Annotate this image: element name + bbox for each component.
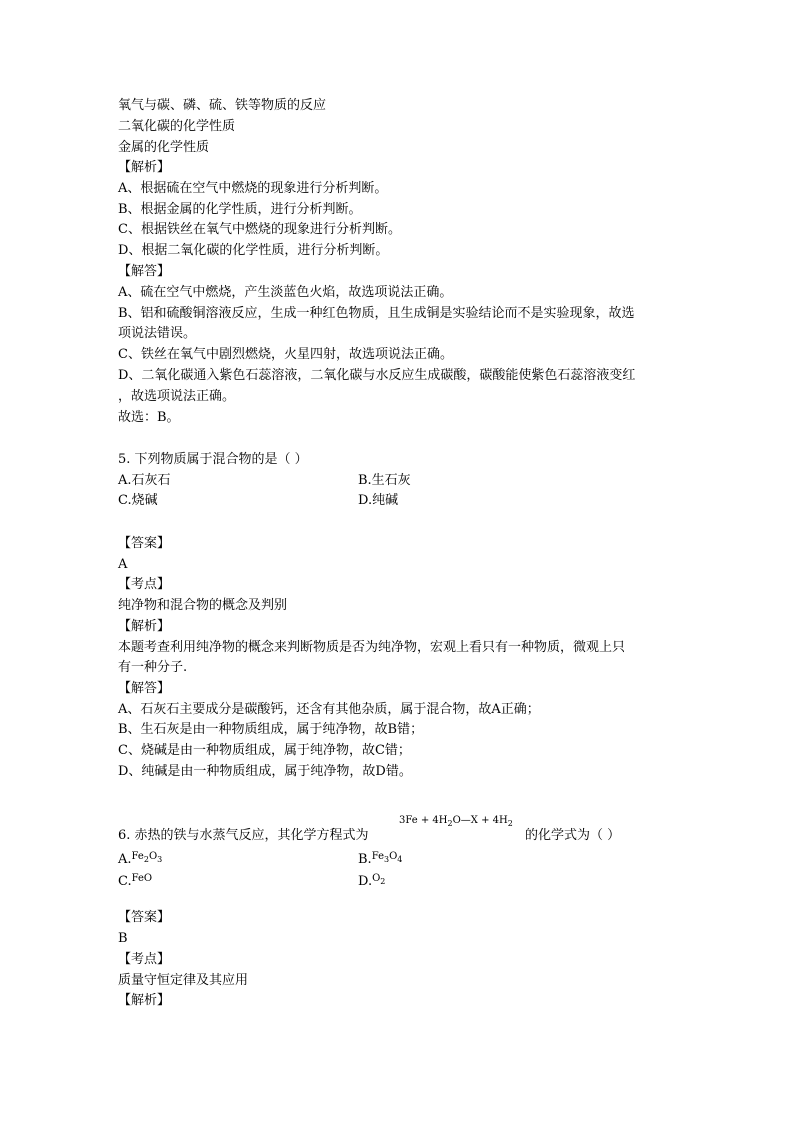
q6-equation-subscript-2: 2 [507, 819, 513, 828]
solution-header: 【解答】 [118, 264, 171, 279]
solution-line-b-cont: 项说法错误。 [118, 326, 197, 341]
analysis-line-b: B、根据金属的化学性质，进行分析判断。 [118, 202, 362, 217]
q6-option-b-formula [372, 851, 403, 862]
q6-option-a-label: A. [118, 852, 132, 867]
q6-equation-subscript-1: 2 [447, 819, 453, 828]
q5-solution-header: 【解答】 [118, 681, 171, 696]
q6-equation-part-2: O—X + 4H [452, 815, 508, 826]
q6-analysis-header: 【解析】 [118, 993, 171, 1008]
q6-point-header: 【考点】 [118, 952, 171, 967]
q5-option-d: D.纯碱 [358, 493, 399, 508]
q5-solution-a: A、石灰石主要成分是碳酸钙，还含有其他杂质，属于混合物，故A正确； [118, 702, 540, 717]
q6-option-a-sub-2: 3 [157, 855, 163, 864]
knowledge-point-3: 金属的化学性质 [118, 140, 210, 155]
q5-option-b: B.生石灰 [358, 473, 411, 488]
q6-option-a-o: O [148, 851, 158, 862]
solution-line-d-cont: ，故选项说法正确。 [118, 389, 236, 404]
q6-option-b-fe: Fe [371, 851, 384, 862]
q6-option-b-sub-1: 3 [384, 855, 390, 864]
knowledge-point-2: 二氧化碳的化学性质 [118, 119, 236, 134]
q6-option-a-formula [132, 851, 163, 862]
q5-option-a: A.石灰石 [118, 473, 171, 488]
q6-option-b [358, 850, 402, 871]
q5-point-header: 【考点】 [118, 577, 171, 592]
q6-option-c-formula: FeO [131, 873, 153, 884]
q5-point: 纯净物和混合物的概念及判别 [118, 598, 288, 613]
q6-equation [399, 815, 513, 826]
solution-line-d: D、二氧化碳通入紫色石蕊溶液，二氧化碳与水反应生成碳酸，碳酸能使紫色石蕊溶液变红 [118, 368, 636, 383]
q6-option-d-sub-1: 2 [380, 877, 386, 886]
solution-line-c: C、铁丝在氧气中剧烈燃烧，火星四射，故选项说法正确。 [118, 347, 453, 362]
q5-solution-d: D、纯碱是由一种物质组成，属于纯净物，故D错。 [118, 764, 412, 779]
q6-equation-part-1: 3Fe + 4H [399, 815, 448, 826]
solution-line-a: A、硫在空气中燃烧，产生淡蓝色火焰，故选项说法正确。 [118, 285, 453, 300]
q6-option-a [118, 850, 162, 871]
analysis-line-d: D、根据二氧化碳的化学性质，进行分析判断。 [118, 243, 389, 258]
q6-option-d [358, 872, 385, 893]
q6-option-d-formula [372, 873, 385, 884]
q6-option-a-fe: Fe [131, 851, 144, 862]
q6-stem-prefix: 6. 赤热的铁与水蒸气反应，其化学方程式为 [118, 828, 369, 843]
q6-stem-suffix: 的化学式为（ ） [525, 828, 621, 843]
q5-answer-header: 【答案】 [118, 536, 171, 551]
analysis-line-c: C、根据铁丝在氧气中燃烧的现象进行分析判断。 [118, 222, 401, 237]
q6-option-b-label: B. [358, 852, 372, 867]
analysis-header: 【解析】 [118, 160, 171, 175]
q6-option-a-sub-1: 2 [143, 855, 149, 864]
q5-option-c: C.烧碱 [118, 493, 158, 508]
q6-point: 质量守恒定律及其应用 [118, 973, 249, 988]
q6-answer: B [118, 931, 128, 946]
q6-option-b-sub-2: 4 [397, 855, 403, 864]
q5-answer: A [118, 557, 128, 572]
solution-line-b: B、铝和硫酸铜溶液反应，生成一种红色物质，且生成铜是实验结论而不是实验现象，故选 [118, 306, 635, 321]
q6-option-b-o: O [389, 851, 398, 862]
q6-option-d-o: O [372, 873, 381, 884]
q6-option-d-label: D. [358, 874, 373, 889]
analysis-line-a: A、根据硫在空气中燃烧的现象进行分析判断。 [118, 181, 388, 196]
q5-solution-b: B、生石灰是由一种物质组成，属于纯净物，故B错； [118, 722, 424, 737]
q5-analysis-header: 【解析】 [118, 619, 171, 634]
q5-solution-c: C、烧碱是由一种物质组成，属于纯净物，故C错； [118, 743, 411, 758]
knowledge-point-1: 氧气与碳、磷、硫、铁等物质的反应 [118, 98, 327, 113]
q5-analysis-line-2: 有一种分子. [118, 660, 188, 675]
q6-option-c-label: C. [118, 874, 132, 889]
q5-analysis-line-1: 本题考查利用纯净物的概念来判断物质是否为纯净物，宏观上看只有一种物质，微观上只 [118, 640, 626, 655]
q6-option-c [118, 872, 152, 893]
q5-stem: 5. 下列物质属于混合物的是（ ） [118, 452, 308, 467]
q6-answer-header: 【答案】 [118, 910, 171, 925]
final-answer: 故选：B。 [118, 410, 180, 425]
